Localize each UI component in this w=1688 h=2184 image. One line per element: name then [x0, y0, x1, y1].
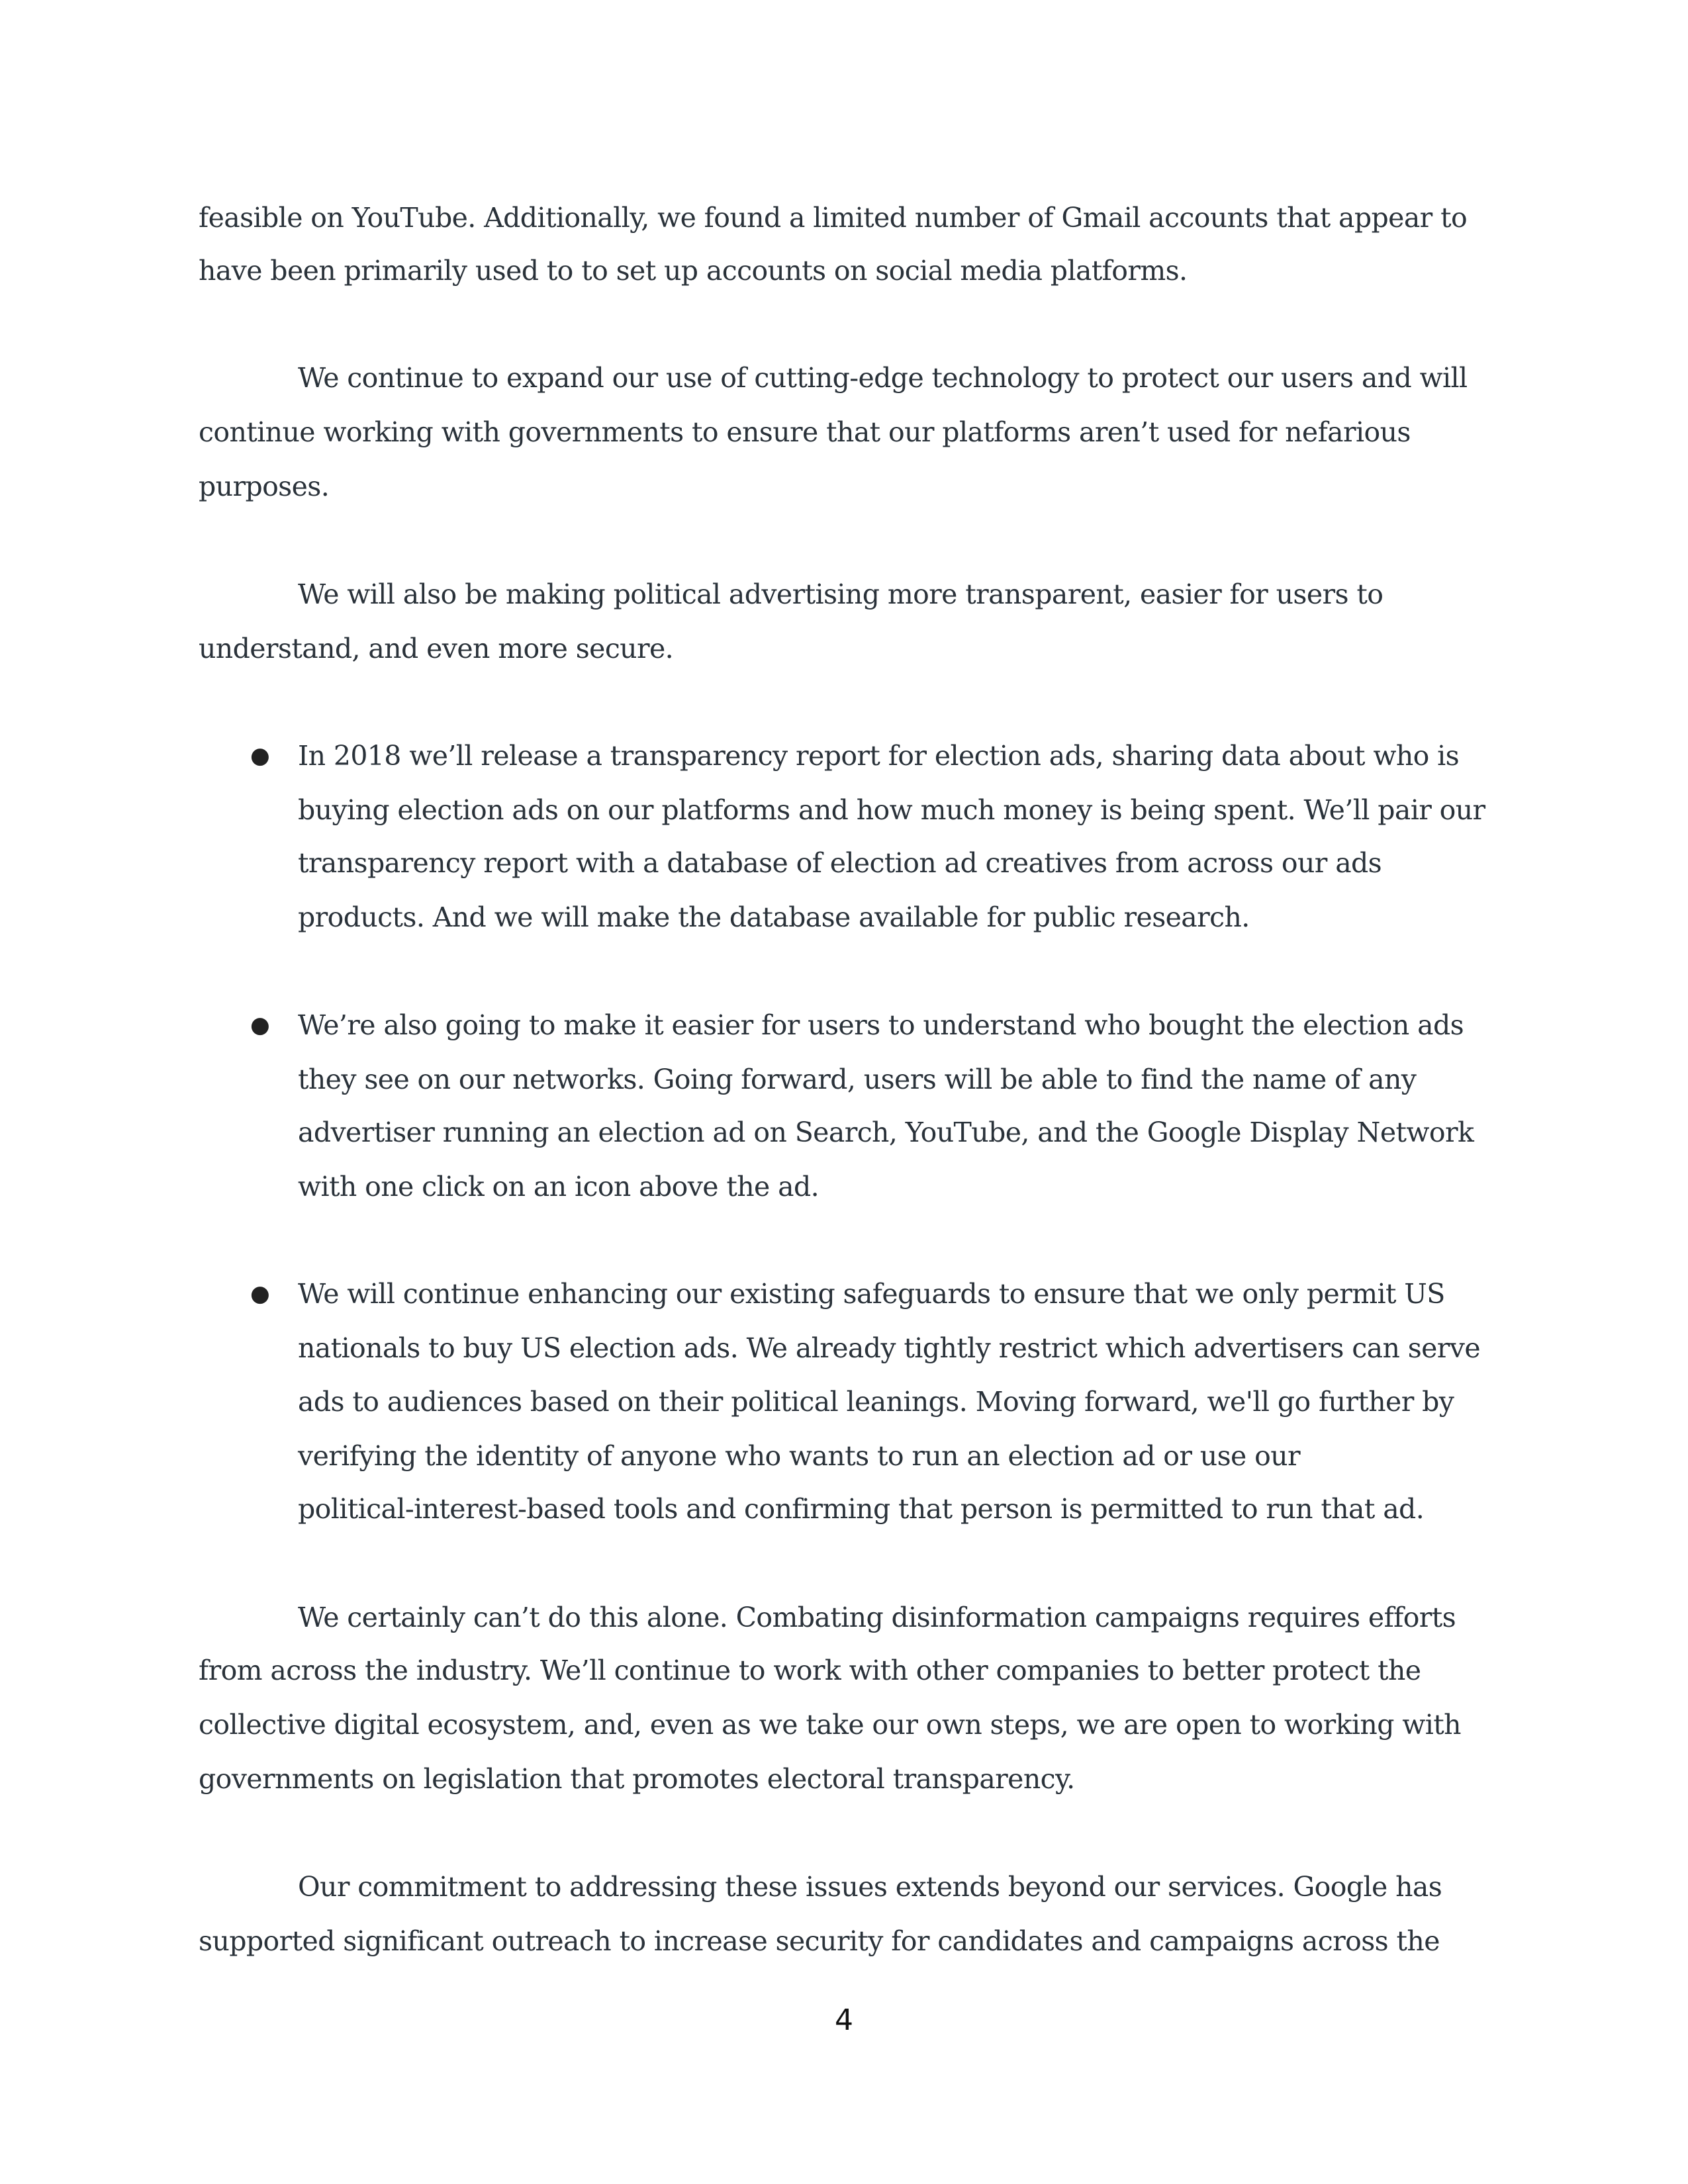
text-line: We will also be making political advertising more transparent, easier for users to [298, 578, 1383, 610]
bullet-icon: ● [250, 1012, 270, 1038]
text-line: political-interest-based tools and confirming that person is permitted to run that ad. [298, 1493, 1425, 1525]
text-line: have been primarily used to to set up accounts on social media platforms. [199, 255, 1188, 287]
text-line: buying election ads on our platforms and how much money is being spent. We’ll pair our [298, 794, 1485, 826]
text-line: collective digital ecosystem, and, even as we take our own steps, we are open to working with [199, 1709, 1461, 1741]
bullet-icon: ● [250, 743, 270, 769]
text-line: continue working with governments to ensure that our platforms aren’t used for nefarious [199, 416, 1411, 448]
bullet-icon: ● [250, 1281, 270, 1307]
text-line: We will continue enhancing our existing safeguards to ensure that we only permit US [298, 1278, 1445, 1310]
text-line: understand, and even more secure. [199, 633, 674, 664]
page-number: 4 [835, 2003, 853, 2037]
text-line: Our commitment to addressing these issues extends beyond our services. Google has [298, 1871, 1442, 1903]
text-line: verifying the identity of anyone who wants to run an election ad or use our [298, 1440, 1301, 1472]
text-line: nationals to buy US election ads. We already tightly restrict which advertisers can serve [298, 1332, 1481, 1364]
text-line: with one click on an icon above the ad. [298, 1171, 820, 1203]
text-line: products. And we will make the database available for public research. [298, 901, 1250, 933]
text-line: transparency report with a database of election ad creatives from across our ads [298, 847, 1382, 879]
text-line: advertiser running an election ad on Search, YouTube, and the Google Display Network [298, 1116, 1474, 1148]
text-line: governments on legislation that promotes electoral transparency. [199, 1763, 1075, 1795]
text-line: We’re also going to make it easier for users to understand who bought the election ads [298, 1009, 1464, 1041]
text-line: We certainly can’t do this alone. Combating disinformation campaigns requires efforts [298, 1602, 1456, 1633]
text-line: they see on our networks. Going forward, users will be able to find the name of any [298, 1064, 1417, 1095]
text-line: from across the industry. We’ll continue to work with other companies to better protect the [199, 1655, 1421, 1686]
text-line: ads to audiences based on their political leanings. Moving forward, we'll go further by [298, 1386, 1454, 1418]
text-line: feasible on YouTube. Additionally, we found a limited number of Gmail accounts that appear to [199, 202, 1468, 234]
text-line: We continue to expand our use of cutting-edge technology to protect our users and will [298, 362, 1468, 394]
text-line: In 2018 we’ll release a transparency report for election ads, sharing data about who is [298, 740, 1460, 772]
text-line: purposes. [199, 471, 330, 502]
text-line: supported significant outreach to increase security for candidates and campaigns across the [199, 1925, 1440, 1957]
